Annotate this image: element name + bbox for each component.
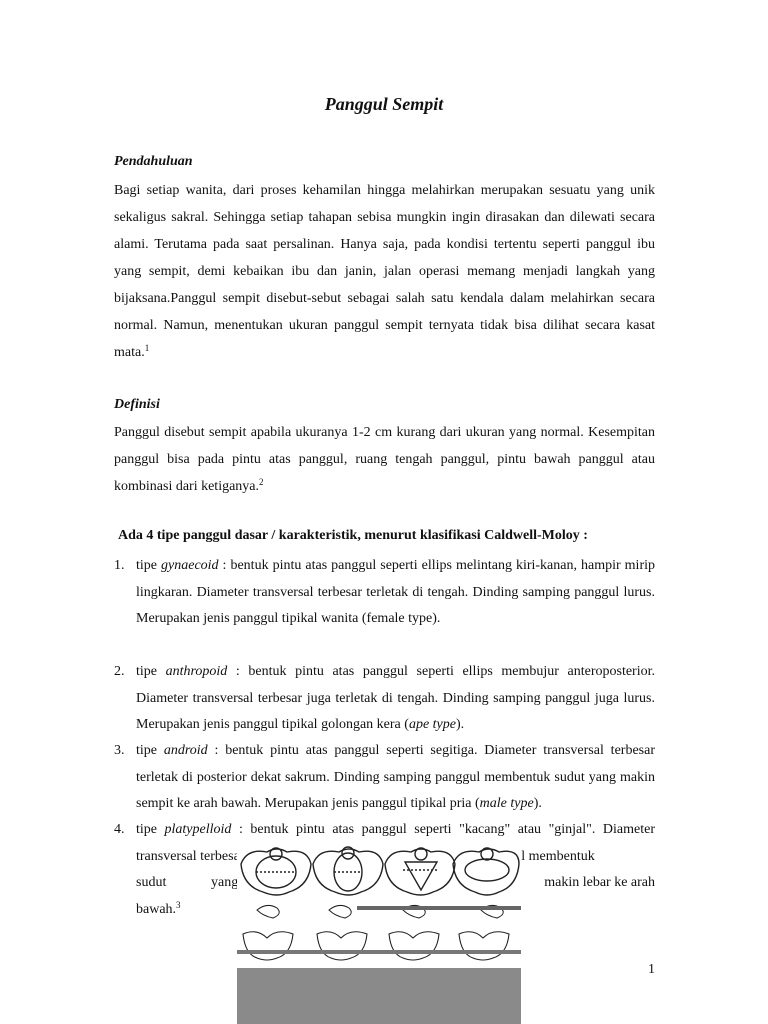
- type-prefix: tipe: [136, 558, 162, 573]
- list-number: 1.: [114, 558, 125, 573]
- type-body: : bentuk pintu atas panggul seperti "kacang" atau "ginjal". Diameter transversal terbesar juga terletak di tengah. Dinding samping panggul membentuk: [136, 822, 655, 864]
- type-term: anthropoid: [165, 664, 228, 679]
- type-end: ).: [455, 717, 465, 732]
- footnote-ref-3: 3: [176, 899, 181, 910]
- section-heading-pendahuluan: Pendahuluan: [114, 154, 193, 169]
- page-title: Panggul Sempit: [324, 94, 444, 114]
- type-prefix: tipe: [136, 822, 165, 837]
- figure-gray-block: [237, 968, 521, 1024]
- paragraph-definisi-text: Panggul disebut sempit apabila ukuranya 1-2 cm kurang dari ukuran yang normal. Kesempitan panggul bisa pada pintu atas panggul, ruang tengah panggul, pintu bawah panggul atau kombinasi dari ketiganya.: [114, 425, 655, 494]
- pelvis-gynaecoid-icon: [241, 848, 311, 895]
- type-italic-tail: male type: [479, 796, 534, 811]
- type-last: bawah.: [136, 901, 177, 917]
- list-number: 2.: [114, 664, 125, 679]
- type-prefix: tipe: [136, 743, 164, 758]
- pelvis-illustration: [237, 842, 521, 968]
- pelvis-android-icon: [385, 848, 455, 895]
- page-number: 1: [648, 962, 655, 977]
- type-term: platypelloid: [164, 822, 232, 837]
- type-word: sudut: [136, 875, 167, 890]
- type-italic-tail: ape type: [408, 717, 456, 732]
- paragraph-definisi: [114, 419, 655, 500]
- pelvis-figure: [237, 842, 521, 1024]
- list-item: [114, 659, 655, 738]
- type-word: makin lebar ke arah: [544, 875, 655, 890]
- list-item: [114, 553, 655, 659]
- type-term: gynaecoid: [161, 558, 219, 573]
- type-prefix: tipe: [136, 664, 166, 679]
- type-term: android: [163, 743, 208, 758]
- list-number: 3.: [114, 743, 125, 758]
- footnote-ref-1: 1: [144, 343, 150, 353]
- section-heading-definisi: Definisi: [114, 397, 160, 412]
- list-item: [114, 738, 655, 817]
- paragraph-pendahuluan-text: Bagi setiap wanita, dari proses kehamilan hingga melahirkan merupakan sesuatu yang unik sekaligus sakral. Sehingga setiap tahapan sebisa mungkin ingin dirasakan dan dilewati secara alami. Terutama pada saat persalinan. Hanya saja, pada kondisi tertentu seperti panggul ibu yang sempit, demi kebaikan ibu dan janin, jalan operasi memang menjadi langkah yang bijaksana.Panggul sempit disebut-sebut sebagai salah satu kendala dalam melahirkan secara normal. Namun, menentukan ukuran panggul sempit ternyata tidak bisa dilihat secara kasat mata.: [114, 183, 655, 360]
- type-body: : bentuk pintu atas panggul seperti ellips membujur anteroposterior. Diameter transversal terbesar juga terletak di tengah. Dinding samping panggul juga lurus. Merupakan jenis panggul tipikal golongan kera (: [136, 664, 655, 732]
- list-number: 4.: [114, 822, 125, 837]
- pelvis-anthropoid-icon: [313, 847, 383, 895]
- paragraph-pendahuluan: [114, 177, 655, 366]
- footnote-ref-2: 2: [259, 477, 264, 487]
- pelvis-platypelloid-icon: [453, 848, 519, 895]
- type-end: ).: [533, 796, 542, 811]
- types-heading: Ada 4 tipe panggul dasar / karakteristik, menurut klasifikasi Caldwell-Moloy :: [118, 528, 588, 543]
- type-body: : bentuk pintu atas panggul seperti segitiga. Diameter transversal terbesar terletak di posterior dekat sakrum. Dinding samping panggul membentuk sudut yang makin sempit ke arah bawah. Merupakan jenis panggul tipikal pria (: [136, 743, 655, 811]
- type-body: : bentuk pintu atas panggul seperti ellips melintang kiri-kanan, hampir mirip lingkaran. Diameter transversal terbesar terletak di tengah. Dinding samping panggul lurus. Merupakan jenis panggul tipikal wanita (female type).: [136, 558, 655, 626]
- type-word: yang: [211, 875, 239, 890]
